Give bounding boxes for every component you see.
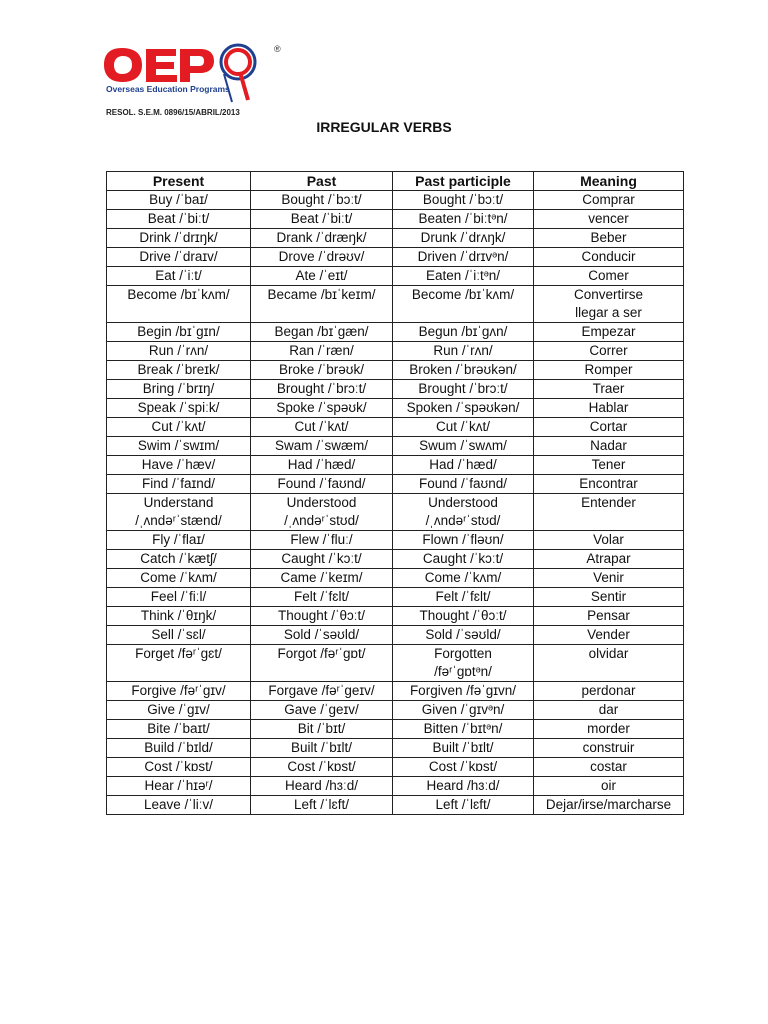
cell-past: Felt /ˈfɛlt/: [251, 588, 393, 607]
cell-past-participle: Thought /ˈθɔːt/: [393, 607, 534, 626]
cell-past-participle: Forgotten /fəʳˈgɒtᵊn/: [393, 645, 534, 682]
cell-present: Understand /ˌʌndəʳˈstænd/: [107, 494, 251, 531]
cell-past: Swam /ˈswæm/: [251, 437, 393, 456]
table-row: [107, 645, 684, 682]
resolution-text: RESOL. S.E.M. 0896/15/ABRIL/2013: [106, 108, 240, 117]
cell-present: Have /ˈhæv/: [107, 456, 251, 475]
cell-present: Forgive /fəʳˈgɪv/: [107, 682, 251, 701]
table-row: [107, 588, 684, 607]
cell-past-participle: Heard /hɜːd/: [393, 777, 534, 796]
cell-present: Become /bɪˈkʌm/: [107, 286, 251, 323]
table-row: [107, 342, 684, 361]
cell-meaning: Empezar: [534, 323, 684, 342]
cell-past-participle: Eaten /ˈiːtᵊn/: [393, 267, 534, 286]
table-row: [107, 229, 684, 248]
registered-mark: ®: [274, 44, 281, 54]
cell-meaning: Entender: [534, 494, 684, 531]
cell-past: Found /ˈfaʊnd/: [251, 475, 393, 494]
table-header-row: [107, 172, 684, 191]
table-row: [107, 777, 684, 796]
cell-past: Caught /ˈkɔːt/: [251, 550, 393, 569]
cell-present: Build /ˈbɪld/: [107, 739, 251, 758]
cell-past-participle: Come /ˈkʌm/: [393, 569, 534, 588]
table-row: [107, 456, 684, 475]
cell-past-participle: Swum /ˈswʌm/: [393, 437, 534, 456]
table-row: [107, 399, 684, 418]
table-row: [107, 437, 684, 456]
cell-meaning: construir: [534, 739, 684, 758]
cell-present: Eat /ˈiːt/: [107, 267, 251, 286]
cell-past-participle: Felt /ˈfɛlt/: [393, 588, 534, 607]
cell-past: Brought /ˈbrɔːt/: [251, 380, 393, 399]
cell-past: Had /ˈhæd/: [251, 456, 393, 475]
cell-present: Beat /ˈbiːt/: [107, 210, 251, 229]
table-row: [107, 323, 684, 342]
cell-past-participle: Found /ˈfaʊnd/: [393, 475, 534, 494]
cell-past-participle: Bought /ˈbɔːt/: [393, 191, 534, 210]
table-row: [107, 191, 684, 210]
cell-meaning: Correr: [534, 342, 684, 361]
cell-past: Flew /ˈfluː/: [251, 531, 393, 550]
cell-present: Hear /ˈhɪəʳ/: [107, 777, 251, 796]
column-header-past-participle: Past participle: [393, 172, 534, 191]
cell-past: Forgave /fəʳˈgeɪv/: [251, 682, 393, 701]
cell-past: Heard /hɜːd/: [251, 777, 393, 796]
cell-past-participle: Had /ˈhæd/: [393, 456, 534, 475]
cell-past: Built /ˈbɪlt/: [251, 739, 393, 758]
cell-present: Feel /ˈfiːl/: [107, 588, 251, 607]
cell-meaning: morder: [534, 720, 684, 739]
cell-past: Drank /ˈdræŋk/: [251, 229, 393, 248]
cell-past-participle: Caught /ˈkɔːt/: [393, 550, 534, 569]
cell-past-participle: Forgiven /fəˈgɪvn/: [393, 682, 534, 701]
table-row: [107, 682, 684, 701]
cell-meaning: Nadar: [534, 437, 684, 456]
cell-meaning: vencer: [534, 210, 684, 229]
table-row: [107, 550, 684, 569]
cell-past-participle: Sold /ˈsəʊld/: [393, 626, 534, 645]
cell-past-participle: Drunk /ˈdrʌŋk/: [393, 229, 534, 248]
cell-present: Run /ˈrʌn/: [107, 342, 251, 361]
cell-meaning: Romper: [534, 361, 684, 380]
logo-subtitle: Overseas Education Programs: [106, 84, 230, 94]
cell-meaning: Conducir: [534, 248, 684, 267]
cell-present: Fly /ˈflaɪ/: [107, 531, 251, 550]
cell-past-participle: Bitten /ˈbɪtᵊn/: [393, 720, 534, 739]
cell-present: Begin /bɪˈgɪn/: [107, 323, 251, 342]
cell-meaning: Comer: [534, 267, 684, 286]
cell-meaning: Dejar/irse/marcharse: [534, 796, 684, 815]
table-body: [107, 191, 684, 815]
cell-past: Drove /ˈdrəʊv/: [251, 248, 393, 267]
cell-past-participle: Left /ˈlɛft/: [393, 796, 534, 815]
cell-present: Find /ˈfaɪnd/: [107, 475, 251, 494]
cell-past-participle: Run /ˈrʌn/: [393, 342, 534, 361]
cell-past: Came /ˈkeɪm/: [251, 569, 393, 588]
cell-present: Drink /ˈdrɪŋk/: [107, 229, 251, 248]
cell-meaning: Comprar: [534, 191, 684, 210]
cell-meaning: Venir: [534, 569, 684, 588]
table-row: [107, 531, 684, 550]
table-row: [107, 739, 684, 758]
cell-past-participle: Spoken /ˈspəʊkən/: [393, 399, 534, 418]
cell-present: Forget /fəʳˈgɛt/: [107, 645, 251, 682]
cell-present: Come /ˈkʌm/: [107, 569, 251, 588]
cell-past: Understood /ˌʌndəʳˈstʊd/: [251, 494, 393, 531]
cell-meaning: Pensar: [534, 607, 684, 626]
cell-past-participle: Begun /bɪˈgʌn/: [393, 323, 534, 342]
cell-present: Catch /ˈkætʃ/: [107, 550, 251, 569]
table-row: [107, 248, 684, 267]
cell-past: Ran /ˈræn/: [251, 342, 393, 361]
cell-past: Left /ˈlɛft/: [251, 796, 393, 815]
cell-present: Speak /ˈspiːk/: [107, 399, 251, 418]
cell-past-participle: Built /ˈbɪlt/: [393, 739, 534, 758]
cell-past: Forgot /fəʳˈgɒt/: [251, 645, 393, 682]
oep-logo: [104, 42, 284, 106]
table-row: [107, 626, 684, 645]
cell-past: Cost /ˈkɒst/: [251, 758, 393, 777]
column-header-past: Past: [251, 172, 393, 191]
cell-meaning: Traer: [534, 380, 684, 399]
cell-past-participle: Flown /ˈfləʊn/: [393, 531, 534, 550]
cell-meaning: perdonar: [534, 682, 684, 701]
cell-present: Break /ˈbreɪk/: [107, 361, 251, 380]
cell-meaning: dar: [534, 701, 684, 720]
table-row: [107, 361, 684, 380]
cell-past: Beat /ˈbiːt/: [251, 210, 393, 229]
irregular-verbs-table: [106, 171, 684, 815]
cell-past: Bit /ˈbɪt/: [251, 720, 393, 739]
cell-present: Give /ˈgɪv/: [107, 701, 251, 720]
cell-past-participle: Brought /ˈbrɔːt/: [393, 380, 534, 399]
table-row: [107, 286, 684, 323]
cell-present: Think /ˈθɪŋk/: [107, 607, 251, 626]
cell-present: Bring /ˈbrɪŋ/: [107, 380, 251, 399]
cell-present: Cost /ˈkɒst/: [107, 758, 251, 777]
cell-meaning: Encontrar: [534, 475, 684, 494]
cell-past-participle: Understood /ˌʌndəʳˈstʊd/: [393, 494, 534, 531]
cell-meaning: Tener: [534, 456, 684, 475]
cell-present: Drive /ˈdraɪv/: [107, 248, 251, 267]
cell-meaning: olvidar: [534, 645, 684, 682]
table-row: [107, 758, 684, 777]
cell-past: Began /bɪˈgæn/: [251, 323, 393, 342]
cell-present: Swim /ˈswɪm/: [107, 437, 251, 456]
cell-past: Broke /ˈbrəʊk/: [251, 361, 393, 380]
cell-meaning: Beber: [534, 229, 684, 248]
cell-past: Bought /ˈbɔːt/: [251, 191, 393, 210]
cell-meaning: oir: [534, 777, 684, 796]
table-row: [107, 701, 684, 720]
table-row: [107, 569, 684, 588]
table-row: [107, 720, 684, 739]
cell-meaning: Atrapar: [534, 550, 684, 569]
table-row: [107, 475, 684, 494]
cell-present: Sell /ˈsɛl/: [107, 626, 251, 645]
cell-past-participle: Cost /ˈkɒst/: [393, 758, 534, 777]
table-row: [107, 267, 684, 286]
cell-past: Spoke /ˈspəʊk/: [251, 399, 393, 418]
column-header-present: Present: [107, 172, 251, 191]
cell-present: Bite /ˈbaɪt/: [107, 720, 251, 739]
cell-past-participle: Given /ˈgɪvᵊn/: [393, 701, 534, 720]
cell-past: Became /bɪˈkeɪm/: [251, 286, 393, 323]
table-row: [107, 380, 684, 399]
cell-past: Cut /ˈkʌt/: [251, 418, 393, 437]
cell-meaning: Convertirse llegar a ser: [534, 286, 684, 323]
cell-meaning: Vender: [534, 626, 684, 645]
table-row: [107, 494, 684, 531]
page-title: IRREGULAR VERBS: [316, 119, 452, 135]
cell-present: Buy /ˈbaɪ/: [107, 191, 251, 210]
cell-past-participle: Beaten /ˈbiːtᵊn/: [393, 210, 534, 229]
cell-past-participle: Cut /ˈkʌt/: [393, 418, 534, 437]
cell-meaning: Volar: [534, 531, 684, 550]
cell-past: Gave /ˈgeɪv/: [251, 701, 393, 720]
cell-past: Thought /ˈθɔːt/: [251, 607, 393, 626]
column-header-meaning: Meaning: [534, 172, 684, 191]
cell-past-participle: Broken /ˈbrəʊkən/: [393, 361, 534, 380]
cell-past: Sold /ˈsəʊld/: [251, 626, 393, 645]
cell-meaning: Cortar: [534, 418, 684, 437]
table-row: [107, 418, 684, 437]
table-row: [107, 796, 684, 815]
cell-past-participle: Become /bɪˈkʌm/: [393, 286, 534, 323]
cell-past-participle: Driven /ˈdrɪvᵊn/: [393, 248, 534, 267]
cell-meaning: Sentir: [534, 588, 684, 607]
table-row: [107, 607, 684, 626]
cell-meaning: Hablar: [534, 399, 684, 418]
table-row: [107, 210, 684, 229]
cell-past: Ate /ˈeɪt/: [251, 267, 393, 286]
cell-meaning: costar: [534, 758, 684, 777]
cell-present: Cut /ˈkʌt/: [107, 418, 251, 437]
cell-present: Leave /ˈliːv/: [107, 796, 251, 815]
